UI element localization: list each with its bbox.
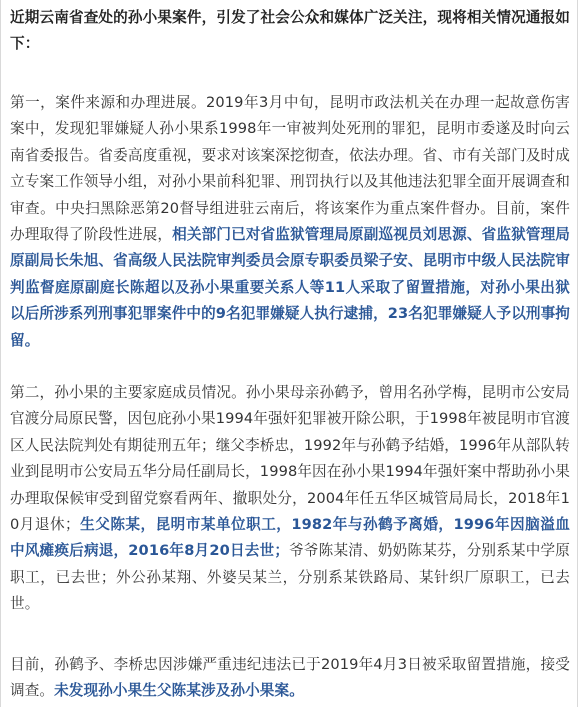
paragraph-current-status-highlight: 未发现孙小果生父陈某涉及孙小果案。 <box>54 682 304 700</box>
paragraph-family-members-text: 第二，孙小果的主要家庭成员情况。孙小果母亲孙鹤予，曾用名孙学梅，昆明市公安局官渡分局原民警，因包庇孙小果1994年强奸犯罪被开除公职，于1998年被昆明市官渡区人民法院判处有期徒刑五年；继父李桥忠，1992年与孙鹤予结婚，1996年从部队转业到昆明市公安局五华分局任副局长，1998年因在孙小果1994年强奸案中帮助孙小果办理取保候审受到留党察看两年、撤职处分，2004年任五华区城管局局长，2018年10月退休； <box>10 384 570 534</box>
paragraph-case-progress <box>10 90 570 354</box>
paragraph-case-progress-highlight: 相关部门已对省监狱管理局原副巡视员刘思源、省监狱管理局原副局长朱旭、省高级人民法院审判委员会原专职委员梁子安、昆明市中级人民法院审判监督庭原副庭长陈超以及孙小果重要关系人等11人采取了留置措施，对孙小果出狱以后所涉系列刑事犯罪案件中的9名犯罪嫌疑人执行逮捕，23名犯罪嫌疑人予以刑事拘留。 <box>10 226 571 349</box>
paragraph-current-status-text: 目前，孙鹤予、李桥忠因涉嫌严重违纪违法已于2019年4月3日被采取留置措施，接受调查。 <box>10 656 570 700</box>
paragraph-case-progress-text: 第一，案件来源和办理进展。2019年3月中旬，昆明市政法机关在办理一起故意伤害案中，发现犯罪嫌疑人孙小果系1998年一审被判处死刑的罪犯，昆明市委遂及时向云南省委报告。省委高度重视，要求对该案深挖彻查，依法办理。省、市有关部门及时成立专案工作领导小组，对孙小果前科犯罪、刑罚执行以及其他违法犯罪全面开展调查和审查。中央扫黑除恶第20督导组进驻云南后，将该案作为重点案件督办。目前，案件办理取得了阶段性进展， <box>10 94 570 244</box>
paragraph-current-status <box>10 652 570 705</box>
paragraph-family-members <box>10 380 570 618</box>
paragraph-family-members-highlight: 生父陈某，昆明市某单位职工，1982年与孙鹤予离婚，1996年因脑溢血中风瘫痪后病退，2016年8月20日去世； <box>10 516 570 560</box>
notice-title: 近期云南省查处的孙小果案件，引发了社会公众和媒体广泛关注，现将相关情况通报如下： <box>10 9 570 53</box>
paragraph-family-members-text-after: 爷爷陈某清、奶奶陈某芬，分别系某中学原职工，已去世；外公孙某翔、外婆吴某兰，分别系某铁路局、某针织厂原职工，已去世。 <box>10 542 570 613</box>
